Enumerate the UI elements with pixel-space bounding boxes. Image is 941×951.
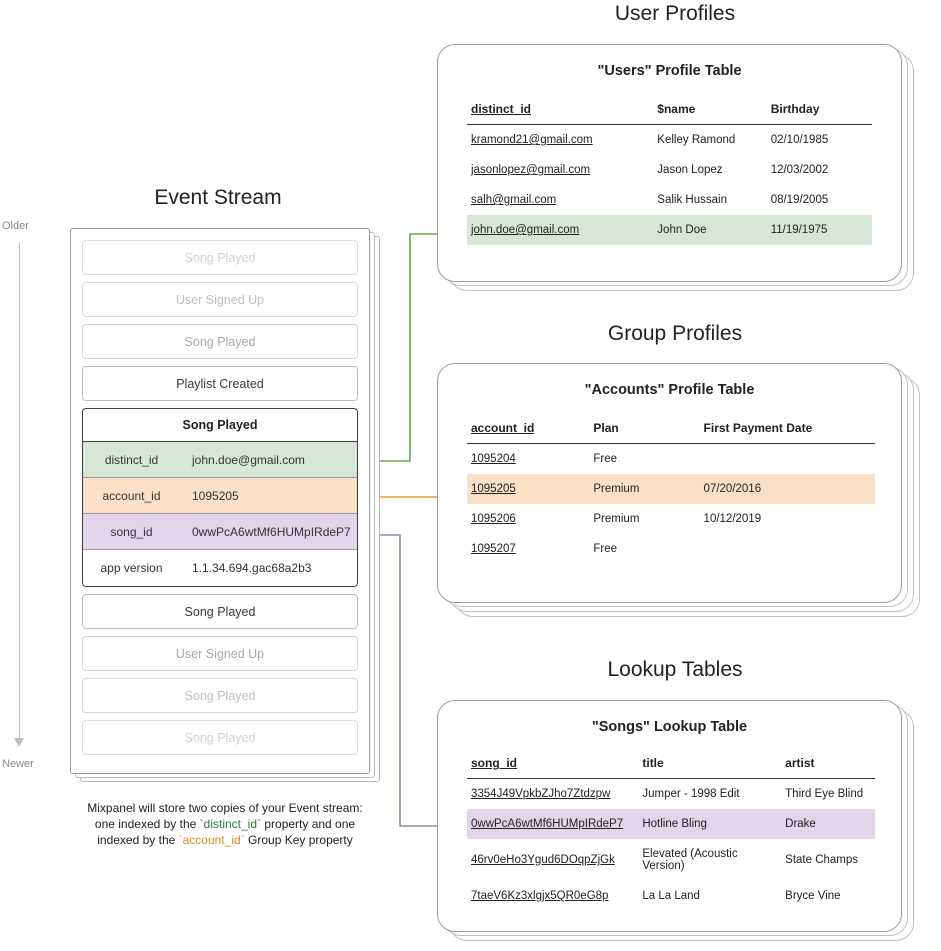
table-cell-key [467,809,638,839]
table-cell-key [467,185,653,215]
expanded-event-title: Song Played [83,409,357,442]
table-row[interactable] [467,504,875,534]
caption-line-1: Mixpanel will store two copies of your Event stream: [87,801,363,815]
event-property-value: john.doe@gmail.com [192,452,305,467]
column-header [653,96,766,125]
caption-line-2-b: property and one [261,817,356,831]
table-cell: Third Eye Blind [785,788,864,800]
column-header-label: $name [657,102,696,116]
timeline-axis [0,220,60,780]
event-card[interactable]: User Signed Up [82,636,358,671]
key-value: 3354J49VpkbZJho7Ztdzpw [471,788,611,800]
table-row[interactable] [467,215,872,245]
event-card[interactable]: Song Played [82,324,358,359]
table-cell-key [467,215,653,245]
section-title-user-profiles: User Profiles [614,2,736,25]
timeline-label-older: Older [2,220,29,232]
column-header [767,96,872,125]
timeline-label-newer: Newer [2,758,34,770]
key-value: jasonlopez@gmail.com [471,164,591,176]
key-value: kramond21@gmail.com [471,134,593,146]
songs-table-title: "Songs" Lookup Table [591,719,748,735]
songs-table-wrapper [467,750,875,911]
table-cell-key [467,504,589,534]
key-value: 46rv0eHo3Ygud6DOqpZjGk [471,854,615,866]
table-cell: 10/12/2019 [703,513,762,525]
event-property-key: account_id [102,488,161,503]
event-property-value: 1095205 [192,488,239,503]
event-card[interactable]: Song Played [82,240,358,275]
table-row[interactable] [467,185,872,215]
table-row[interactable] [467,809,875,839]
column-header-label: title [642,756,664,770]
column-header [781,750,875,779]
table-cell: Premium [593,513,640,525]
timeline-line [19,242,20,742]
column-header [589,415,699,444]
table-cell-key [467,779,638,810]
caption-line-2-a: one indexed by the [94,817,200,831]
section-title-lookup-tables: Lookup Tables [607,658,743,681]
expanded-event-card[interactable] [82,408,358,587]
users-table-body [467,125,872,246]
table-row[interactable] [467,444,875,475]
table-cell-key [467,155,653,185]
caption-distinct-id-code: `distinct_id` [199,817,262,831]
column-header-label: distinct_id [471,102,532,116]
caption-line-2 [50,816,400,832]
table-cell: Premium [589,474,699,504]
event-stream-caption [50,800,400,848]
key-value: 1095206 [471,513,516,525]
event-property-row [83,478,357,514]
table-row[interactable] [467,881,875,911]
table-cell: Drake [781,809,875,839]
column-header-label: account_id [471,421,535,435]
accounts-table-title: "Accounts" Profile Table [584,382,755,398]
table-row[interactable] [467,155,872,185]
users-table-wrapper [467,96,872,245]
timeline-arrow-icon [14,738,24,747]
table-cell-key [467,444,589,475]
event-property-row [83,514,357,550]
section-title-event-stream: Event Stream [154,186,282,209]
songs-table-body [467,779,875,912]
event-card[interactable]: Song Played [82,594,358,629]
key-value: 1095207 [471,543,516,555]
event-card[interactable]: Song Played [82,720,358,755]
column-header [638,750,781,779]
key-value: john.doe@gmail.com [471,224,580,236]
songs-table-header-row [467,750,875,779]
caption-line-3 [50,832,400,848]
event-property-row [83,442,357,478]
table-cell-key [467,534,589,564]
accounts-profile-panel [437,363,917,613]
accounts-table-wrapper [467,415,875,564]
table-cell-key [467,839,638,881]
event-property-key: app version [100,561,163,575]
table-cell-key [467,881,638,911]
table-cell-key [467,125,653,156]
expanded-event-properties [83,442,357,586]
column-header-label: First Payment Date [703,421,813,435]
key-value: salh@gmail.com [471,194,557,206]
event-property-row [83,550,357,586]
users-table [467,96,872,245]
event-property-key: distinct_id [104,452,159,467]
column-header [467,96,653,125]
users-profile-panel [437,44,917,289]
table-cell: Salik Hussain [657,194,727,206]
event-property-value: 0wwPcA6wtMf6HUMpIRdeP7 [192,524,351,539]
event-property-value: 1.1.34.694.gac68a2b3 [192,561,312,575]
table-cell: Hotline Bling [638,809,781,839]
table-cell: 02/10/1985 [770,134,829,146]
table-cell: Jumper - 1998 Edit [642,788,740,800]
event-card[interactable]: User Signed Up [82,282,358,317]
table-cell: La La Land [642,890,700,902]
column-header-label: song_id [471,756,518,770]
table-cell: 12/03/2002 [770,164,829,176]
table-cell [700,534,875,564]
event-card[interactable]: Playlist Created [82,366,358,401]
table-cell: Bryce Vine [785,890,841,902]
table-cell [700,444,875,475]
event-card[interactable]: Song Played [82,678,358,713]
table-row[interactable] [467,839,875,881]
key-value: 1095205 [471,483,516,495]
users-table-header-row [467,96,872,125]
caption-line-3-a: indexed by the [97,833,179,847]
event-list-newer [82,594,358,755]
songs-table [467,750,875,911]
table-cell: Jason Lopez [657,164,723,176]
event-list-older [82,240,358,401]
accounts-table [467,415,875,564]
event-property-key: song_id [110,524,153,539]
table-cell: 08/19/2005 [770,194,829,206]
key-value: 1095204 [471,453,516,465]
event-stream-panel [70,228,382,784]
accounts-table-header-row [467,415,875,444]
key-value: 0wwPcA6wtMf6HUMpIRdeP7 [471,818,624,830]
table-cell: Free [593,543,618,555]
table-cell: Elevated (Acoustic Version) [642,848,738,872]
table-cell: State Champs [785,854,859,866]
section-title-group-profiles: Group Profiles [607,322,743,345]
column-header-label: Birthday [770,102,820,116]
table-row[interactable] [467,125,872,156]
event-stream-list [70,228,370,774]
table-row[interactable] [467,534,875,564]
caption-account-id-code: `account_id` [178,833,245,847]
column-header-label: Plan [593,421,619,435]
caption-line-3-b: Group Key property [244,833,353,847]
table-cell: Free [593,453,618,465]
table-cell: 11/19/1975 [767,215,872,245]
users-table-title: "Users" Profile Table [597,63,742,79]
table-cell: 07/20/2016 [700,474,875,504]
table-row[interactable] [467,779,875,810]
table-cell-key [467,474,589,504]
column-header [467,750,638,779]
column-header [467,415,589,444]
table-cell: Kelley Ramond [657,134,736,146]
table-cell: John Doe [653,215,766,245]
key-value: 7taeV6Kz3xlgjx5QR0eG8p [471,890,609,902]
column-header [700,415,875,444]
table-row[interactable] [467,474,875,504]
accounts-table-body [467,444,875,565]
column-header-label: artist [785,756,815,770]
songs-lookup-panel [437,700,917,945]
